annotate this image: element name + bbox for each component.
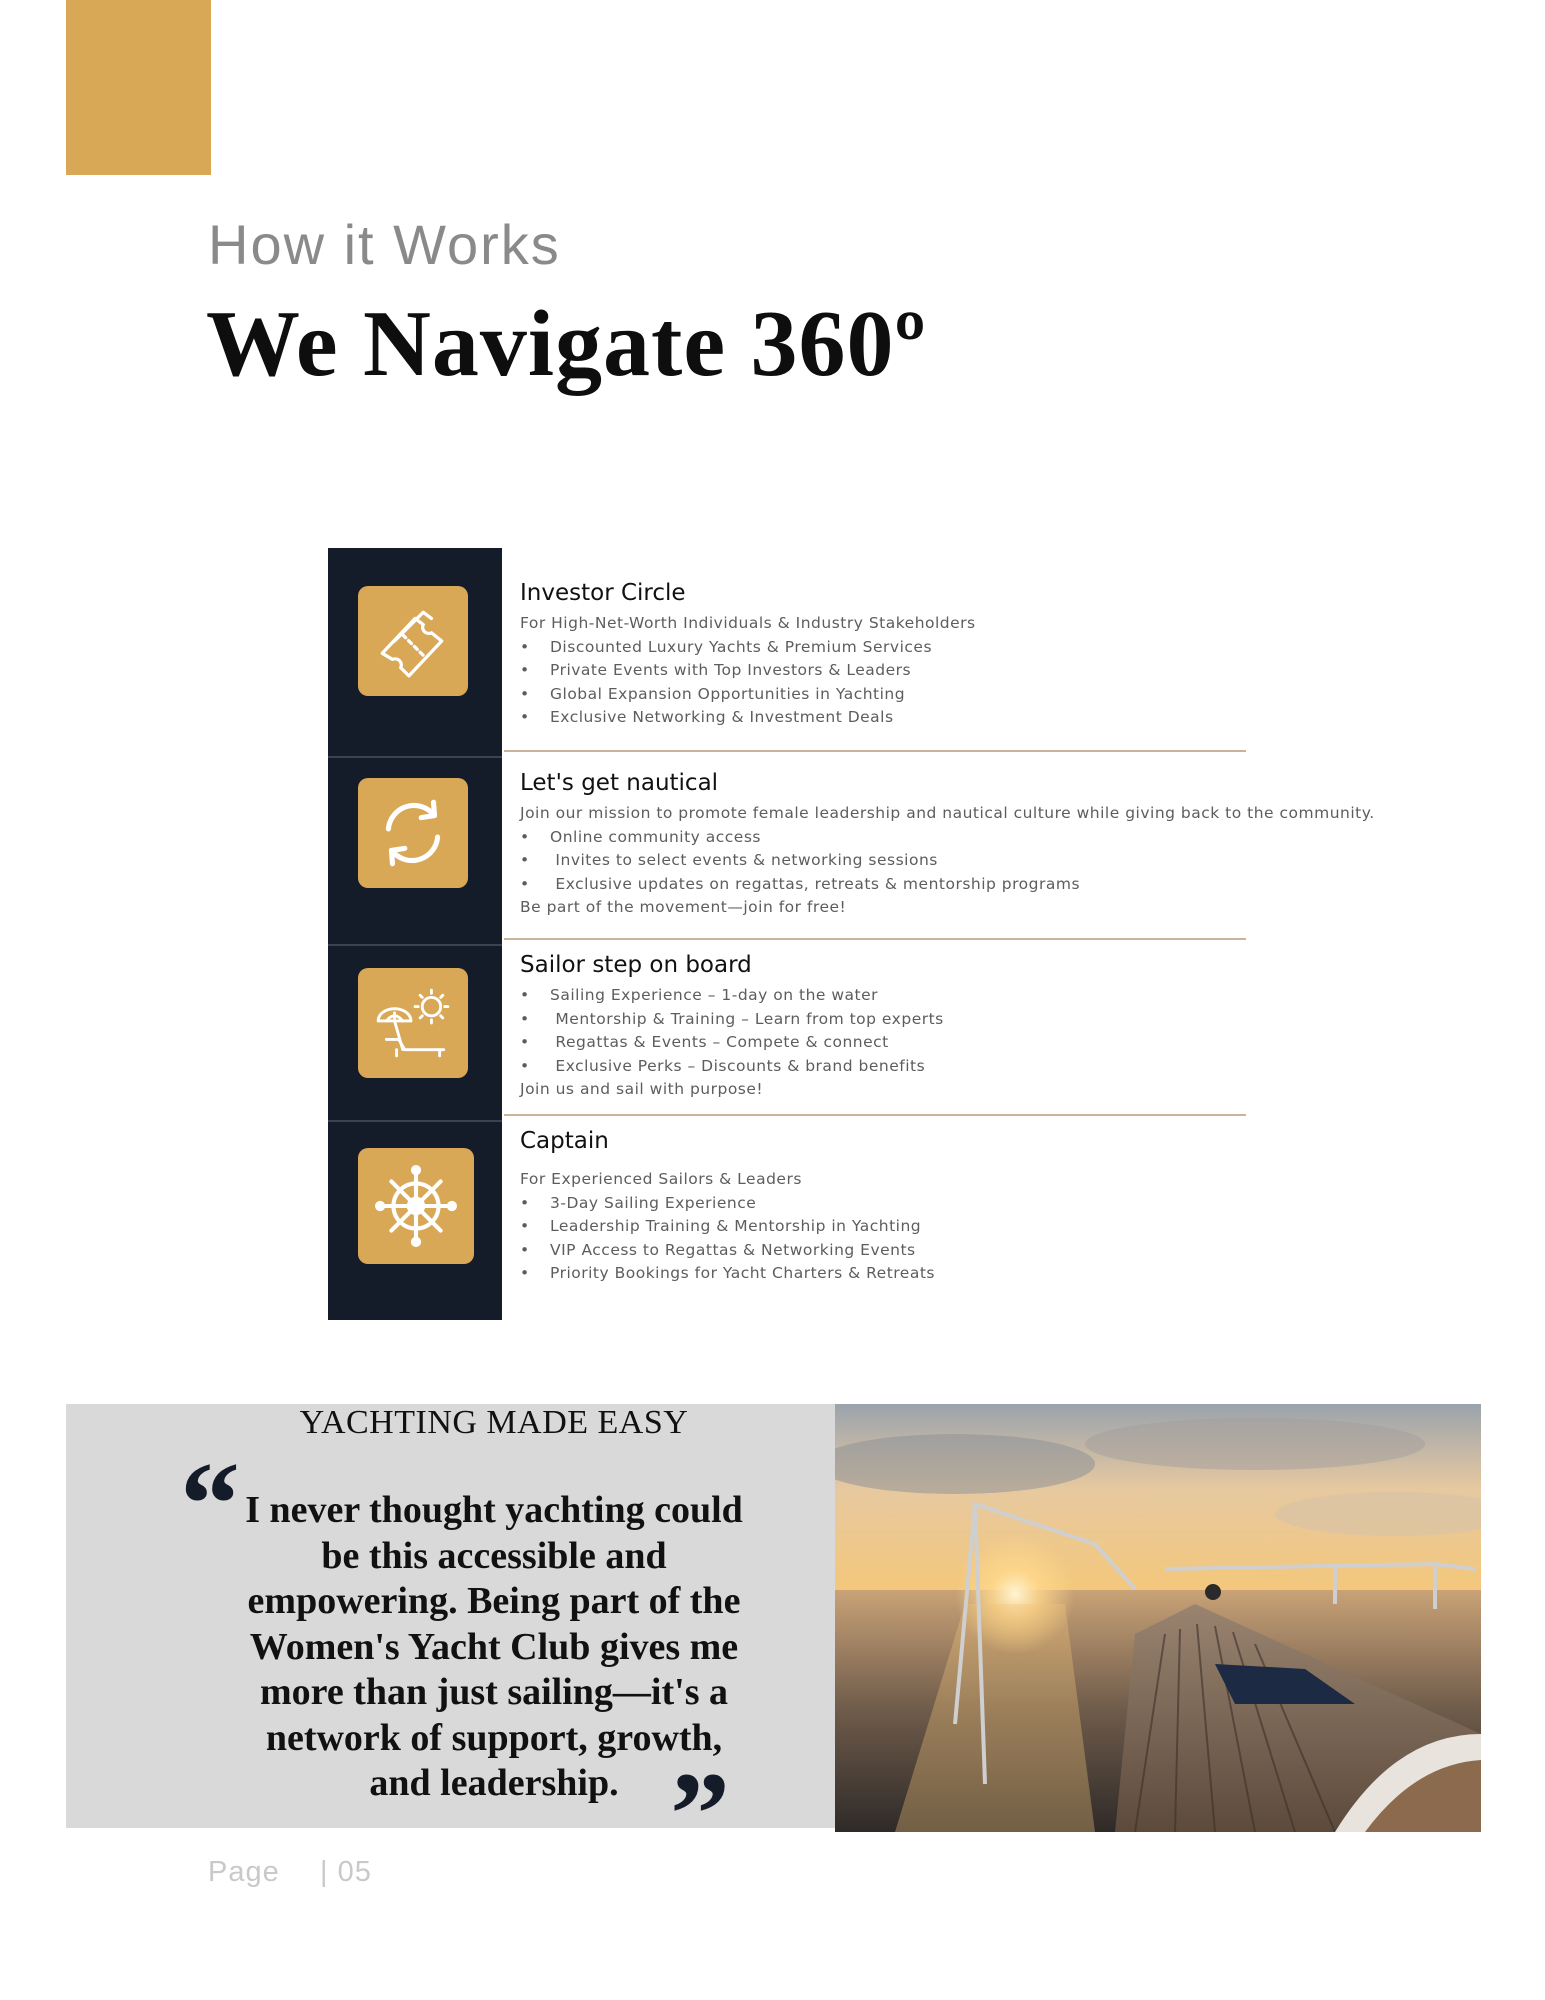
section-eyebrow: How it Works bbox=[208, 213, 561, 276]
list-item: • Online community access bbox=[520, 827, 761, 846]
decorative-gold-square bbox=[66, 0, 211, 175]
step-intro: For Experienced Sailors & Leaders bbox=[520, 1170, 802, 1188]
step-captain bbox=[520, 1128, 935, 1286]
rail-separator bbox=[328, 1120, 502, 1122]
testimonial-heading: YACHTING MADE EASY bbox=[299, 1404, 689, 1441]
membership-steps bbox=[328, 548, 1478, 1320]
list-item: • 3-Day Sailing Experience bbox=[520, 1193, 757, 1212]
list-item: • Private Events with Top Investors & Leaders bbox=[520, 661, 912, 679]
list-item: • Priority Bookings for Yacht Charters & Retreats bbox=[520, 1264, 935, 1282]
step-bullets bbox=[520, 1192, 935, 1286]
step-divider bbox=[504, 750, 1246, 752]
step-outro: Be part of the movement—join for free! bbox=[520, 898, 847, 916]
ticket-icon bbox=[358, 586, 468, 696]
close-quote-icon: ” bbox=[670, 1747, 730, 1880]
ship-wheel-icon bbox=[358, 1148, 474, 1264]
list-item: • Exclusive updates on regattas, retreats & mentorship programs bbox=[520, 874, 1081, 893]
step-sailor-step-on-board bbox=[520, 952, 944, 1102]
list-item: • Exclusive Perks – Discounts & brand benefits bbox=[520, 1056, 926, 1075]
list-item: • Global Expansion Opportunities in Yachting bbox=[520, 684, 906, 703]
list-item: • Sailing Experience – 1-day on the water bbox=[520, 986, 879, 1004]
rail-separator bbox=[328, 756, 502, 758]
list-item: • Mentorship & Training – Learn from top experts bbox=[520, 1009, 944, 1028]
list-item: • Regattas & Events – Compete & connect bbox=[520, 1033, 889, 1051]
step-bullets bbox=[520, 636, 976, 730]
step-bullets bbox=[520, 984, 944, 1078]
list-item: • VIP Access to Regattas & Networking Events bbox=[520, 1240, 916, 1259]
step-intro: For High-Net-Worth Individuals & Industry Stakeholders bbox=[520, 614, 976, 632]
open-quote-icon: “ bbox=[180, 1437, 240, 1570]
list-item: • Leadership Training & Mentorship in Yachting bbox=[520, 1217, 922, 1235]
step-intro: Join our mission to promote female leadership and nautical culture while giving back to the community. bbox=[520, 804, 1375, 822]
step-outro: Join us and sail with purpose! bbox=[520, 1080, 764, 1098]
step-bullets bbox=[520, 826, 1375, 897]
beach-umbrella-icon bbox=[358, 968, 468, 1078]
step-title: Sailor step on board bbox=[520, 952, 752, 978]
step-lets-get-nautical bbox=[520, 770, 1375, 920]
step-title: Let's get nautical bbox=[520, 770, 719, 796]
step-title: Captain bbox=[520, 1128, 609, 1154]
page-footer-label: Page bbox=[208, 1856, 280, 1888]
list-item: • Discounted Luxury Yachts & Premium Services bbox=[520, 637, 933, 656]
refresh-icon bbox=[358, 778, 468, 888]
rail-separator bbox=[328, 944, 502, 946]
step-investor-circle bbox=[520, 580, 976, 730]
list-item: • Invites to select events & networking sessions bbox=[520, 851, 938, 869]
step-title: Investor Circle bbox=[520, 580, 686, 606]
testimonial-quote: I never thought yachting could be this accessible and empowering. Being part of the Women's Yacht Club gives me more than just sailing—it's a network of support, growth, and leadership. bbox=[245, 1489, 743, 1804]
page-title: We Navigate 360º bbox=[206, 292, 927, 396]
list-item: • Exclusive Networking & Investment Deals bbox=[520, 708, 894, 726]
step-divider bbox=[504, 1114, 1246, 1116]
yacht-deck-sunset-photo bbox=[835, 1404, 1481, 1832]
step-divider bbox=[504, 938, 1246, 940]
page-number: | 05 bbox=[320, 1856, 372, 1888]
